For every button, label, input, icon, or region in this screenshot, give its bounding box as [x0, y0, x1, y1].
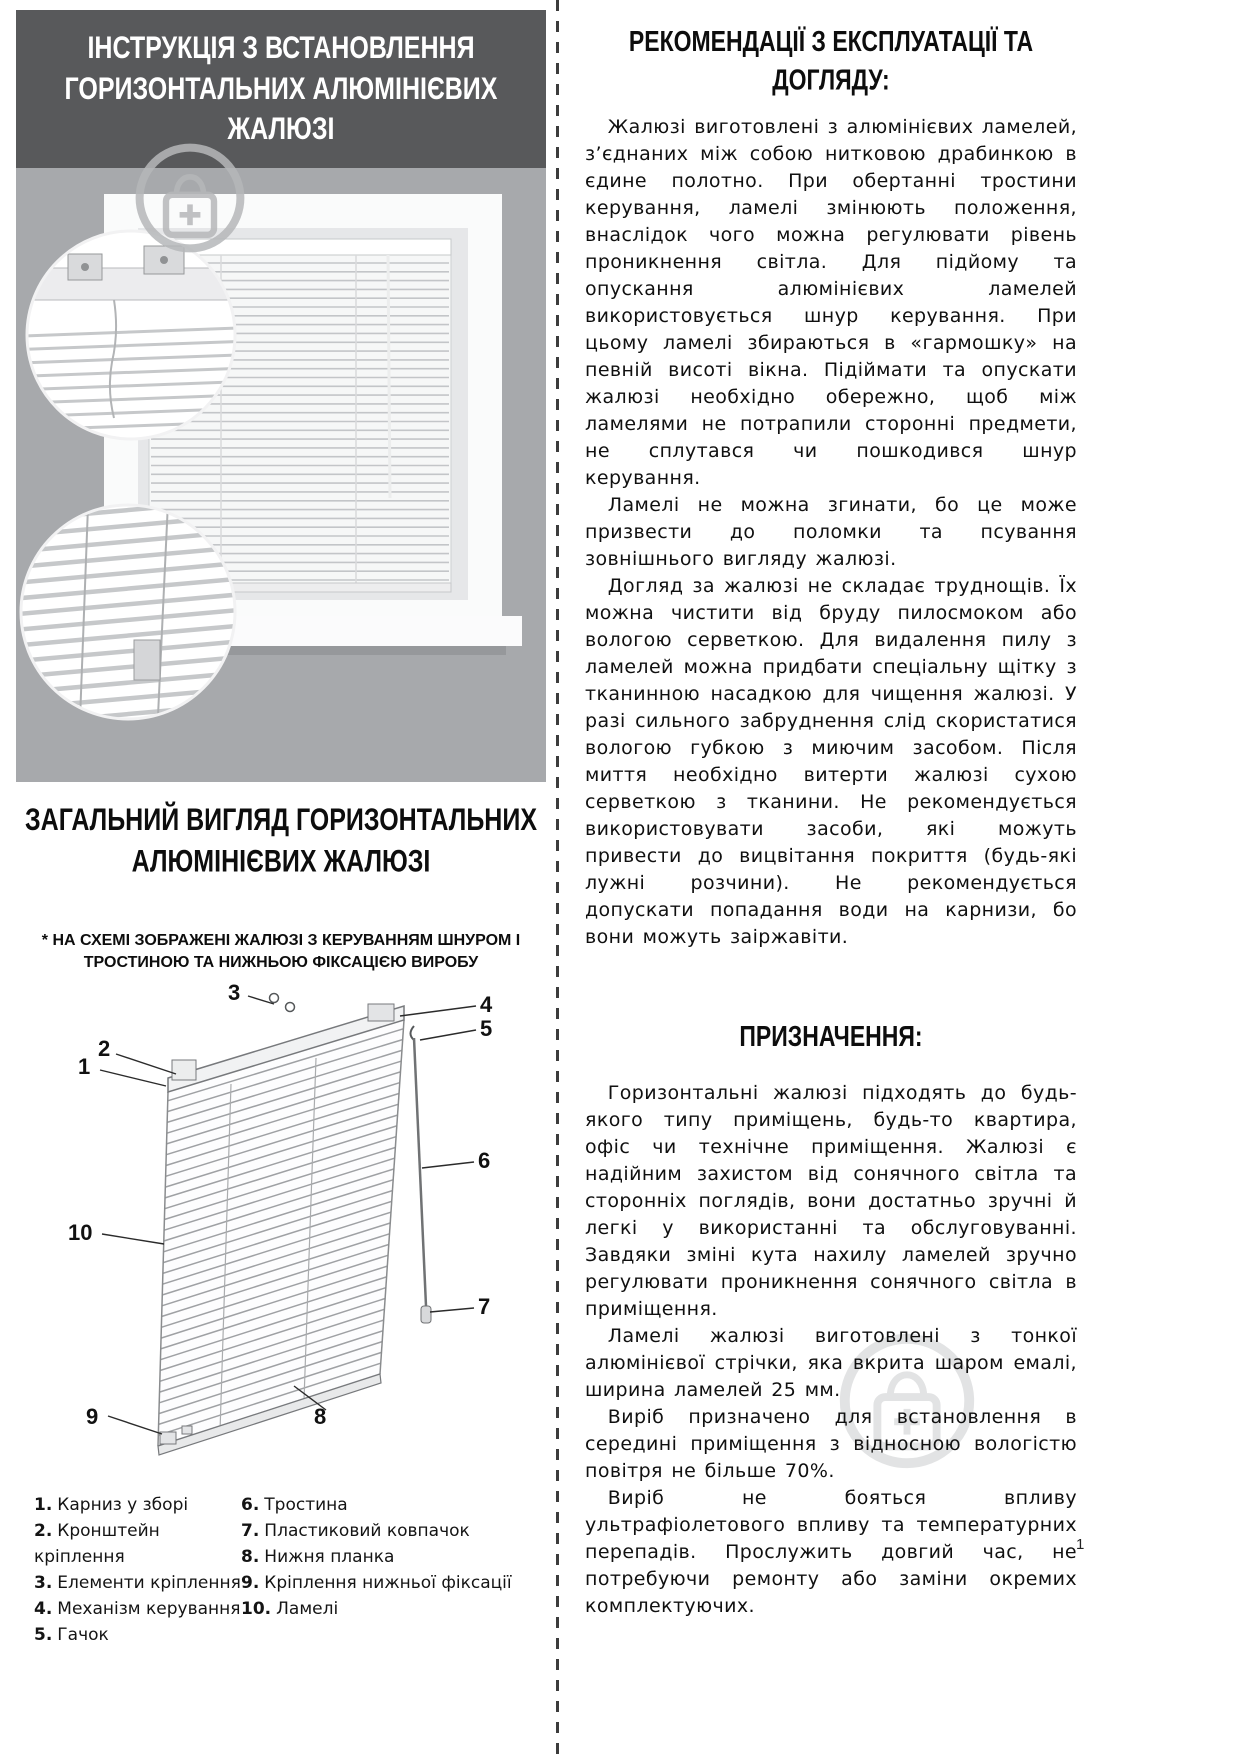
legend-item [241, 1596, 546, 1622]
diagram-callout-4: 4 [480, 992, 493, 1017]
column-divider [556, 0, 559, 1758]
legend-number: 8. [241, 1547, 260, 1567]
diagram-plastic-cap [421, 1306, 431, 1323]
diagram-callout-6: 6 [478, 1148, 491, 1173]
care-paragraph-2: Ламелі не можна згинати, бо це може призвести до поломки та псування зовнішнього вигляду жалюзі. [585, 494, 1077, 571]
legend-label: Нижня планка [264, 1547, 395, 1567]
legend-label: Механізм керування [57, 1599, 241, 1619]
header-title-box [16, 10, 546, 168]
diagram-hook [411, 1026, 415, 1040]
legend-number: 2. [34, 1521, 53, 1541]
care-title: РЕКОМЕНДАЦІЇ З ЕКСПЛУАТАЦІЇ ТА ДОГЛЯДУ: [628, 24, 1034, 96]
diagram-wand [414, 1038, 426, 1306]
legend-item [34, 1518, 241, 1570]
brand-watermark-icon [126, 134, 254, 262]
diagram-bracket [172, 1060, 196, 1080]
legend-number: 9. [241, 1573, 260, 1593]
diagram-callout-1: 1 [78, 1054, 91, 1079]
legend-item [241, 1492, 546, 1518]
care-paragraph-3: Догляд за жалюзі не складає труднощів. Їх можна чистити від бруду пилосмоком або вологою серветкою. Для видалення пилу з ламелей можна придбати спеціальну щітку з тканинною насадкою для чищення жалюзі. У разі сильного забруднення слід скористатися вологою губкою з миючим засобом. Після миття необхідно витерти жалюзі сухою серветкою з тканини. Не рекомендується використовувати засоби, які можуть привести до вицвітання покриття (будь-які лужні розчини). Не рекомендується допускати попадання води на карнизи, бо вони можуть заіржавіти. [585, 575, 1077, 949]
purpose-paragraph-2: Ламелі жалюзі виготовлені з тонкої алюмінієвої стрічки, яка вкрита шаром емалі, ширина ламелей 25 мм. [585, 1325, 1077, 1402]
diagram-callout-3: 3 [228, 980, 241, 1005]
legend-number: 6. [241, 1495, 260, 1515]
legend-number: 1. [34, 1495, 53, 1515]
legend-label: Ламелі [276, 1599, 339, 1619]
right-column [585, 22, 1077, 1620]
diagram-callout-9: 9 [86, 1404, 99, 1429]
legend-number: 7. [241, 1521, 260, 1541]
diagram-bottom-fixation [182, 1426, 192, 1434]
diagram-bottom-fixation [160, 1432, 176, 1444]
purpose-title: ПРИЗНАЧЕННЯ: [739, 1019, 923, 1053]
legend-item [34, 1596, 241, 1622]
page-number: 1 [1076, 1536, 1085, 1553]
legend-item [241, 1570, 546, 1596]
parts-legend [16, 1492, 546, 1648]
left-column [16, 0, 546, 1758]
diagram-callout-7: 7 [478, 1294, 491, 1319]
legend-item [241, 1544, 546, 1570]
legend-label: Кронштейн кріплення [34, 1521, 160, 1567]
legend-label: Карниз у зборі [57, 1495, 189, 1515]
window-illustration [16, 168, 546, 782]
legend-number: 10. [241, 1599, 272, 1619]
diagram-callout-10: 10 [68, 1220, 93, 1245]
diagram-callout-5: 5 [480, 1016, 493, 1041]
legend-item [34, 1622, 241, 1648]
installation-title: ІНСТРУКЦІЯ З ВСТАНОВЛЕННЯ ГОРИЗОНТАЛЬНИХ АЛЮМІНІЄВИХ ЖАЛЮЗІ [64, 30, 498, 147]
legend-number: 4. [34, 1599, 53, 1619]
overview-note: * НА СХЕМІ ЗОБРАЖЕНІ ЖАЛЮЗІ З КЕРУВАННЯМ ШНУРОМ І ТРОСТИНОЮ ТА НИЖНЬОЮ ФІКСАЦІЄЮ ВИРОБУ [41, 932, 521, 971]
legend-label: Кріплення нижньої фіксації [264, 1573, 512, 1593]
diagram-control-mechanism [368, 1004, 394, 1021]
purpose-paragraph-1: Горизонтальні жалюзі підходять до будь-якого типу приміщень, будь-то квартира, офіс чи технічне приміщення. Жалюзі є надійним захистом від сонячного світла та сторонніх поглядів, вони достатньо зручні й легкі у використанні та обслуговуванні. Завдяки зміні кута нахилу ламелей зручно регулювати проникнення сонячного світла в приміщення. [585, 1082, 1077, 1321]
purpose-paragraph-3: Виріб призначено для встановлення в середині приміщення з відносною вологістю повітря не більше 70%. [585, 1406, 1077, 1483]
window-photo-svg [16, 168, 546, 782]
blinds-diagram [16, 980, 546, 1480]
overview-title: ЗАГАЛЬНИЙ ВИГЛЯД ГОРИЗОНТАЛЬНИХ АЛЮМІНІЄВИХ ЖАЛЮЗІ [25, 802, 537, 879]
legend-number: 3. [34, 1573, 53, 1593]
legend-item [34, 1492, 241, 1518]
legend-item [241, 1518, 546, 1544]
legend-number: 5. [34, 1625, 53, 1645]
diagram-screw [270, 994, 279, 1003]
legend-item [34, 1570, 241, 1596]
blinds-wand [388, 255, 390, 498]
diagram-callout-8: 8 [314, 1404, 327, 1429]
diagram-callout-2: 2 [98, 1036, 111, 1061]
legend-column-2 [241, 1492, 546, 1648]
legend-label: Тростина [264, 1495, 348, 1515]
purpose-paragraph-4: Виріб не бояться впливу ультрафіолетового впливу та температурних перепадів. Прослужить довгий час, не потребуючи ремонту або заміни окремих комплектуючих. [585, 1487, 1077, 1618]
legend-column-1 [16, 1492, 241, 1648]
legend-label: Пластиковий ковпачок [264, 1521, 470, 1541]
legend-label: Елементи кріплення [57, 1573, 241, 1593]
legend-label: Гачок [57, 1625, 109, 1645]
diagram-screw [286, 1003, 295, 1012]
care-paragraph-1: Жалюзі виготовлені з алюмінієвих ламелей, з’єднаних між собою нитковою драбинкою в єдине полотно. При обертанні тростини керування, ламелі змінюють положення, внаслідок чого можна регулювати рівень проникнення світла. Для підйому та опускання алюмінієвих ламелей використовується шнур керування. При цьому ламелі збираються в «гармошку» на певній висоті вікна. Підіймати та опускати жалюзі необхідно обережно, щоб між ламелями не потрапили сторонні предмети, не сплутався чи пошкодився шнур керування. [585, 116, 1078, 490]
